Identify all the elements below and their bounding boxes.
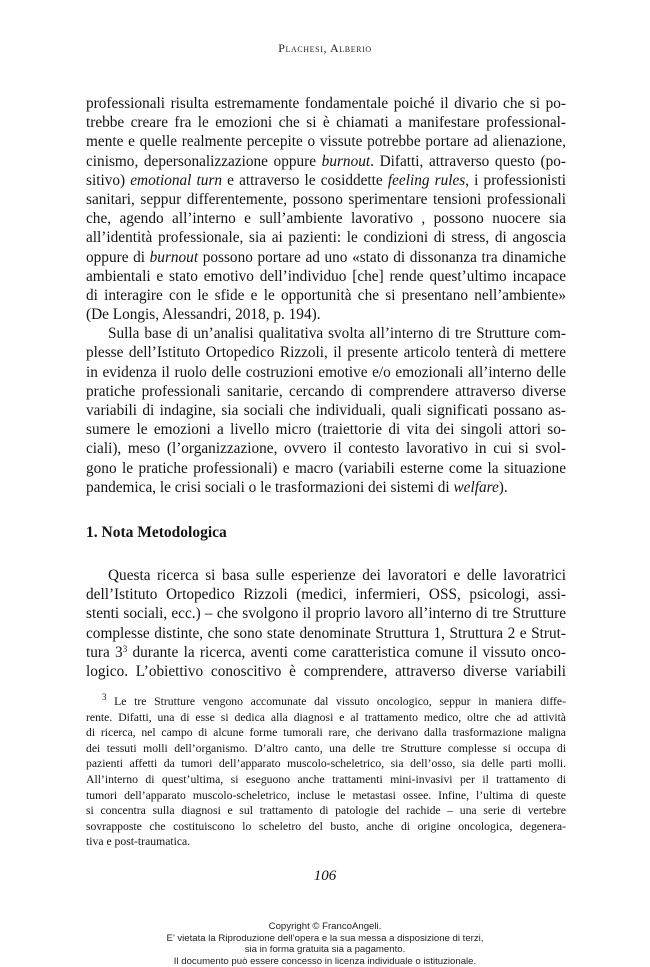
text-line <box>86 267 566 286</box>
text-run: ). <box>499 479 508 496</box>
text-line <box>86 228 566 247</box>
italic-term: emotional turn <box>130 172 222 189</box>
text-run: logico. L’obiettivo conoscitivo è comprendere, attraverso diverse variabili <box>86 663 566 680</box>
paragraph-3 <box>86 566 566 681</box>
text-run: si concentra sulla diagnosi e sul trattamento di patologie del rachide – una serie di vertebre <box>86 804 566 817</box>
copyright-line: Copyright © FrancoAngeli. <box>0 921 650 933</box>
text-run: , i professionisti <box>465 172 566 189</box>
footnote-3 <box>86 694 566 850</box>
text-run: tura 3 <box>86 644 123 661</box>
footnote-marker: 3 <box>102 692 107 702</box>
text-run: che, agendo all’interno e sull’ambiente lavorativo , possono nuocere sia <box>86 210 566 227</box>
text-run: tumori dell’apparato muscolo-scheletrico, incluse le metastasi ossee. Infine, l’ultima di queste <box>86 789 566 802</box>
section-heading: 1. Nota Metodologica <box>86 524 227 542</box>
text-run: Le tre Strutture vengono accomunate dal vissuto oncologico, seppur in maniera diffe- <box>107 695 567 708</box>
footnote-line <box>86 772 566 788</box>
text-line <box>86 209 566 228</box>
text-line <box>86 439 566 458</box>
text-line <box>86 343 566 362</box>
italic-term: burnout <box>322 153 370 170</box>
footnote-line <box>86 710 566 726</box>
text-run: in evidenza il ruolo delle costruzioni emotive e/o emozionali all’interno delle <box>86 364 566 381</box>
text-run: di interagire con le sfide e le opportunità che si presentano nell’ambiente» <box>86 287 566 304</box>
text-line <box>86 94 566 113</box>
text-line <box>86 324 566 343</box>
text-run: stenti sociali, ecc.) – che svolgono il proprio lavoro all’interno di tre Strutture <box>86 605 566 622</box>
footnote-line <box>86 819 566 835</box>
italic-term: welfare <box>453 479 498 496</box>
running-head: Plachesi, Alberio <box>0 41 650 56</box>
body-text-2 <box>86 566 566 681</box>
footnote-line <box>86 741 566 757</box>
paragraph-2 <box>86 324 566 497</box>
text-line <box>86 286 566 305</box>
text-run: possono portare ad uno «stato di dissonanza tra dinamiche <box>198 249 566 266</box>
text-run: cinismo, depersonalizzazione oppure <box>86 153 322 170</box>
text-line <box>86 363 566 382</box>
footnote-line <box>86 803 566 819</box>
text-run: . Difatti, attraverso questo (po- <box>370 153 566 170</box>
text-run: tiva e post-traumatica. <box>86 835 190 848</box>
text-run: pratiche professionali sanitarie, cercando di comprendere attraverso diverse <box>86 383 566 400</box>
text-run: ciali), meso (l’organizzazione, ovvero il contesto lavorativo in cui si svol- <box>86 440 566 457</box>
text-run: All’interno di quest’ultima, si eseguono anche trattamenti mini-invasivi per il trattamento di <box>86 773 566 786</box>
text-run: professionali risulta estremamente fondamentale poiché il divario che si po- <box>86 95 566 112</box>
copyright-line: sia in forma gratuita sia a pagamento. <box>0 944 650 956</box>
footnote-line <box>86 834 566 850</box>
body-text <box>86 94 566 497</box>
text-line <box>86 132 566 151</box>
italic-term: burnout <box>150 249 198 266</box>
text-run: plesse dell’Istituto Ortopedico Rizzoli, il presente articolo tenterà di mettere <box>86 344 566 361</box>
text-run: all’identità professionale, sia ai pazienti: le condizioni di stress, di angoscia <box>86 229 566 246</box>
text-run: Questa ricerca si basa sulle esperienze dei lavoratori e delle lavoratrici <box>108 567 566 584</box>
text-run: sanitari, seppur differentemente, possono sperimentare tensioni professionali <box>86 191 566 208</box>
text-line <box>86 305 566 324</box>
text-run: dei tessuti molli dell’organismo. D’altro canto, una delle tre Strutture complesse si occupa di <box>86 742 566 755</box>
text-line <box>86 624 566 643</box>
text-run: rente. Difatti, una di esse si dedica alla diagnosi e al trattamento medico, oltre che ad attività <box>86 711 566 724</box>
italic-term: feeling rules <box>388 172 465 189</box>
text-run: pazienti affetti da tumori dell’apparato muscolo-scheletrico, sia dell’osso, sia delle parti molli. <box>86 757 566 770</box>
text-run: gono le pratiche professionali) e macro (variabili esterne come la situazione <box>86 460 566 477</box>
text-line <box>86 382 566 401</box>
text-run: (De Longis, Alessandri, 2018, p. 194). <box>86 306 321 323</box>
text-line <box>86 248 566 267</box>
footnote-marker: 3 <box>123 644 128 654</box>
footnote-line <box>86 788 566 804</box>
paragraph-1 <box>86 94 566 324</box>
text-run: pandemica, le crisi sociali o le trasformazioni dei sistemi di <box>86 479 453 496</box>
text-run: ambientali e stato emotivo dell’individuo [che] rende quest’ultimo incapace <box>86 268 566 285</box>
footnote-line <box>86 725 566 741</box>
copyright-line: Il documento può essere concesso in licenza individuale o istituzionale. <box>0 956 650 967</box>
text-run: durante la ricerca, aventi come caratteristica comune il vissuto onco- <box>127 644 566 661</box>
text-line <box>86 478 566 497</box>
text-run: oppure di <box>86 249 150 266</box>
footnote <box>86 694 566 850</box>
text-line <box>86 566 566 585</box>
text-run: trebbe creare fra le emozioni che si è chiamati a manifestare professional- <box>86 114 566 131</box>
text-run: sitivo) <box>86 172 130 189</box>
text-run: dell’Istituto Ortopedico Rizzoli (medici, infermieri, OSS, psicologi, assi- <box>86 586 566 603</box>
text-run: sumere le emozioni a livello micro (traiettorie di vita dei singoli attori so- <box>86 421 566 438</box>
text-line <box>86 585 566 604</box>
copyright-notice <box>0 921 650 967</box>
text-run: di ricerca, nel campo di alcune forme tumorali rare, che derivano dalla trasformazione maligna <box>86 726 566 739</box>
text-line <box>86 604 566 623</box>
text-line <box>86 420 566 439</box>
text-line <box>86 459 566 478</box>
text-run: variabili di indagine, sia sociali che individuali, quali significati possano as- <box>86 402 566 419</box>
text-line <box>86 662 566 681</box>
text-run: complesse distinte, che sono state denominate Struttura 1, Struttura 2 e Strut- <box>86 625 566 642</box>
text-run: e attraverso le cosiddette <box>222 172 388 189</box>
text-line <box>86 190 566 209</box>
copyright-line: E’ vietata la Riproduzione dell’opera e la sua messa a disposizione di terzi, <box>0 933 650 945</box>
text-line <box>86 152 566 171</box>
text-line <box>86 643 566 662</box>
footnote-line <box>86 694 566 710</box>
text-run: sovrapposte che costituiscono lo scheletro del busto, anche di origine oncologica, degenera- <box>86 820 566 833</box>
text-line <box>86 401 566 420</box>
text-line <box>86 113 566 132</box>
text-run: mente e quelle realmente percepite o vissute potrebbe portare ad alienazione, <box>86 133 566 150</box>
text-line <box>86 171 566 190</box>
footnote-line <box>86 756 566 772</box>
text-run: Sulla base di un’analisi qualitativa svolta all’interno di tre Strutture com- <box>108 325 566 342</box>
page-number: 106 <box>0 868 650 885</box>
